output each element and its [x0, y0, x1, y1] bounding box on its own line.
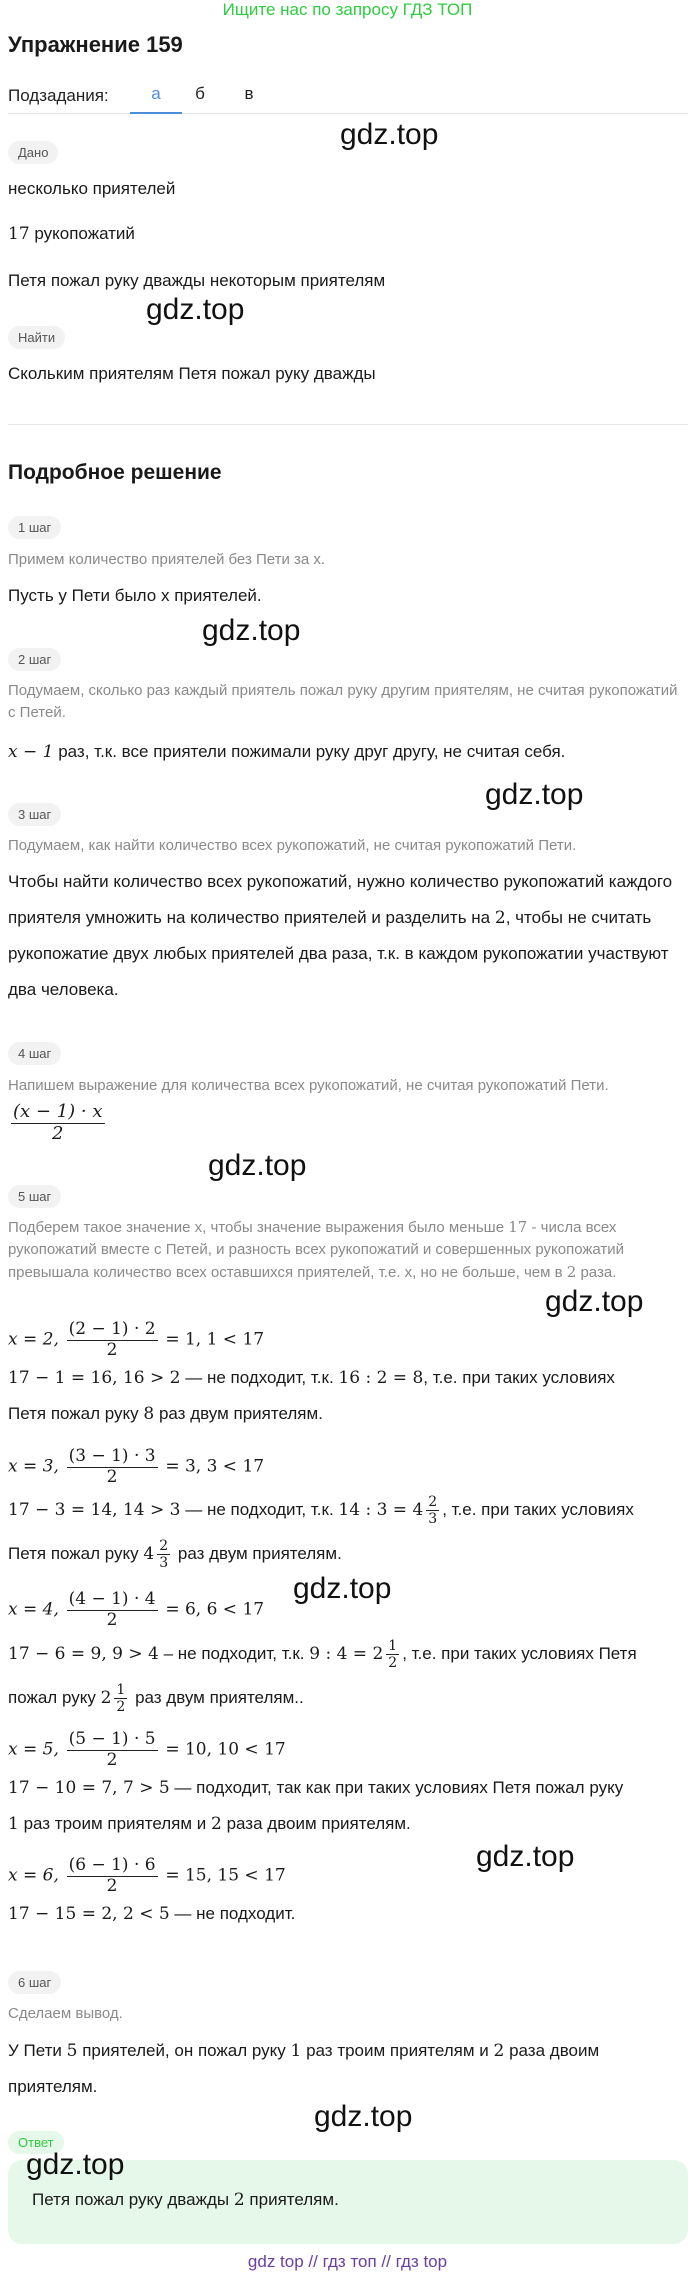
fraction — [67, 1856, 158, 1896]
watermark: gdz.top — [208, 1149, 307, 1182]
fraction — [67, 1320, 158, 1360]
case-text: Петя пожал руку — [8, 1404, 139, 1423]
numerator: (3 − 1) · 3 — [68, 1446, 156, 1466]
step-hint: Подумаем, как найти количество всех рукопожатий, не считая рукопожатий Пети. — [8, 837, 577, 854]
math-result: = 3, 3 < 17 — [165, 1456, 265, 1477]
case-x2-line1 — [8, 1320, 264, 1360]
case-text: , т.е. при таких условиях — [442, 1500, 634, 1520]
given-line-1: несколько приятелей — [8, 179, 176, 198]
tab-v[interactable]: в — [244, 84, 254, 103]
step-badge: 6 шаг — [8, 1971, 61, 1994]
denominator: 2 — [388, 1655, 398, 1672]
denominator: 3 — [428, 1511, 438, 1528]
watermark: gdz.top — [202, 614, 301, 647]
case-text: — подходит, так как при таких условиях Петя пожал руку — [174, 1778, 624, 1797]
fraction — [426, 1494, 439, 1527]
math-expression: 17 − 10 = 7, 7 > 5 — [8, 1778, 170, 1798]
case-text: раз двум приятелям. — [177, 1544, 342, 1564]
watermark: gdz.top — [26, 2148, 125, 2181]
case-text: – не подходит, т.к. — [163, 1644, 305, 1664]
answer-text-part: Петя пожал руку дважды — [32, 2190, 230, 2209]
math-expression: 16 : 2 = 8 — [338, 1368, 424, 1388]
step-badge: 5 шаг — [8, 1185, 61, 1208]
handshakes-number: 17 — [8, 224, 30, 244]
watermark: gdz.top — [485, 778, 584, 811]
fraction — [114, 1682, 127, 1715]
denominator: 2 — [106, 1466, 118, 1487]
case-x5-line1 — [8, 1730, 286, 1770]
case-x4-line1 — [8, 1590, 264, 1630]
math-result: = 10, 10 < 17 — [165, 1739, 286, 1760]
step-text-part: , чтобы не считать рукопожатие двух любых приятелей два раза, т.к. в каждом рукопожатии участвуют два человека. — [8, 908, 669, 999]
case-x5-line2 — [8, 1778, 623, 1798]
case-x4-line3 — [8, 1682, 304, 1715]
case-x2-line3 — [8, 1404, 323, 1424]
denominator: 2 — [106, 1749, 118, 1770]
numerator: 1 — [116, 1682, 126, 1698]
case-text: пожал руку — [8, 1688, 96, 1708]
case-text: раз двум приятелям. — [158, 1404, 323, 1423]
case-text: Петя пожал руку — [8, 1544, 139, 1564]
numerator: (4 − 1) · 4 — [68, 1589, 156, 1609]
hint-part: Подберем такое значение x, чтобы значение выражения было меньше — [8, 1219, 505, 1236]
case-text: раз двум приятелям.. — [135, 1688, 304, 1708]
math-expression: 17 − 6 = 9, 9 > 4 — [8, 1644, 159, 1665]
find-text: Скольким приятелям Петя пожал руку дважды — [8, 364, 376, 383]
fraction — [11, 1102, 105, 1144]
case-x4-line2 — [8, 1638, 637, 1671]
given-line-2 — [8, 216, 135, 252]
step-hint: Примем количество приятелей без Пети за x. — [8, 551, 326, 568]
math-number: 4 — [143, 1544, 155, 1565]
math-x: x = 4, — [8, 1599, 59, 1620]
case-text: — не подходит, т.к. — [185, 1500, 334, 1520]
step-paragraph — [8, 2033, 688, 2105]
step-text-part: У Пети — [8, 2041, 62, 2060]
denominator: 2 — [52, 1122, 64, 1144]
math-result: = 1, 1 < 17 — [165, 1329, 265, 1350]
step-text-part: раз, т.к. все приятели пожимали руку друг другу, не считая себя. — [58, 742, 566, 761]
hint-number: 17 — [508, 1218, 528, 1236]
watermark: gdz.top — [314, 2100, 413, 2133]
math-number: 2 — [100, 1688, 112, 1709]
numerator: (5 − 1) · 5 — [68, 1729, 156, 1749]
case-x6-line2 — [8, 1904, 295, 1924]
answer-badge: Ответ — [8, 2131, 64, 2154]
case-text: — не подходит. — [174, 1904, 296, 1923]
hint-number: 2 — [566, 1263, 577, 1281]
denominator: 2 — [106, 1609, 118, 1630]
answer-text — [32, 2190, 339, 2210]
step-hint: Напишем выражение для количества всех рукопожатий, не считая рукопожатий Пети. — [8, 1077, 609, 1094]
step-text-part: Чтобы найти количество всех рукопожатий, нужно количество рукопожатий каждого приятеля умножить на количество приятелей и разделить на — [8, 872, 673, 927]
math-number: 1 — [290, 2041, 302, 2061]
step-badge: 2 шаг — [8, 648, 61, 671]
denominator: 3 — [159, 1555, 169, 1572]
math-number: 1 — [8, 1814, 19, 1834]
numerator: 2 — [159, 1538, 169, 1554]
case-text: — не подходит, т.к. — [185, 1368, 334, 1387]
step-badge: 4 шаг — [8, 1042, 61, 1065]
fraction — [67, 1730, 158, 1770]
math-x: x = 3, — [8, 1456, 59, 1477]
case-x3-line3 — [8, 1538, 342, 1571]
case-text: , т.е. при таких условиях Петя — [402, 1644, 637, 1664]
math-x: x = 6, — [8, 1865, 59, 1886]
find-badge: Найти — [8, 326, 65, 349]
numerator: 1 — [388, 1638, 398, 1654]
numerator: (x − 1) · x — [13, 1101, 103, 1122]
watermark: gdz.top — [293, 1572, 392, 1605]
math-expression: 9 : 4 = 2 — [309, 1644, 384, 1665]
given-line-2-text: рукопожатий — [34, 224, 135, 243]
math-x: x = 5, — [8, 1739, 59, 1760]
step-hint: Сделаем вывод. — [8, 2005, 123, 2022]
answer-text-part: приятелям. — [249, 2190, 339, 2209]
tab-b[interactable]: б — [195, 84, 205, 103]
math-number: 5 — [66, 2041, 78, 2061]
math-expression: 17 − 1 = 16, 16 > 2 — [8, 1368, 181, 1388]
step-badge: 3 шаг — [8, 803, 61, 826]
hint-part: раза. — [580, 1264, 617, 1281]
top-search-link[interactable]: Ищите нас по запросу ГДЗ ТОП — [222, 0, 473, 19]
solution-title: Подробное решение — [8, 461, 222, 484]
hint-part: - числа всех рукопожатий вместе с Петей, и разность всех рукопожатий и совершенных рукопожатий превышала количество всех оставшихся приятелей, т.е. x, но не больше, чем в — [8, 1219, 625, 1281]
watermark: gdz.top — [146, 293, 245, 326]
math-result: = 15, 15 < 17 — [165, 1865, 286, 1886]
step-text-part: раза двоим приятелям. — [8, 2041, 600, 2096]
footer-links[interactable]: gdz top // гдз топ // гдз top — [247, 2252, 448, 2271]
math-number: 2 — [233, 2190, 245, 2210]
denominator: 2 — [106, 1875, 118, 1896]
case-text: раз троим приятелям и — [23, 1814, 207, 1833]
fraction — [67, 1447, 158, 1487]
given-line-3: Петя пожал руку дважды некоторым приятелям — [8, 271, 386, 290]
page-title: Упражнение 159 — [8, 32, 183, 57]
step-hint: Подумаем, сколько раз каждый приятель пожал руку другим приятелям, не считая рукопожатий с Петей. — [8, 682, 678, 721]
step-badge: 1 шаг — [8, 516, 61, 539]
expression — [8, 1102, 108, 1144]
given-badge: Дано — [8, 141, 58, 164]
step-text-part: раз троим приятелям и — [306, 2041, 489, 2060]
step-text-part: приятелей, он пожал руку — [82, 2041, 286, 2060]
numerator: (6 − 1) · 6 — [68, 1855, 156, 1875]
denominator: 2 — [106, 1339, 118, 1360]
watermark: gdz.top — [476, 1840, 575, 1873]
math-number: 2 — [211, 1814, 222, 1834]
step-text: Пусть у Пети было x приятелей. — [8, 586, 262, 605]
case-text: раза двоим приятелям. — [226, 1814, 411, 1833]
fraction — [386, 1638, 399, 1671]
case-x3-line1 — [8, 1447, 264, 1487]
math-expression: 17 − 15 = 2, 2 < 5 — [8, 1904, 170, 1924]
math-x: x = 2, — [8, 1329, 59, 1350]
subtasks-label: Подзадания: — [8, 86, 109, 105]
step-paragraph — [8, 864, 688, 1008]
step-hint — [8, 1216, 688, 1284]
active-tab-indicator — [130, 112, 182, 114]
tab-a[interactable]: а — [151, 84, 161, 103]
watermark: gdz.top — [545, 1285, 644, 1318]
step-text — [8, 742, 565, 762]
fraction — [67, 1590, 158, 1630]
section-divider — [8, 424, 688, 425]
case-x6-line1 — [8, 1856, 286, 1896]
case-x2-line2 — [8, 1368, 615, 1388]
math-expression: 14 : 3 = 4 — [338, 1500, 424, 1521]
numerator: (2 − 1) · 2 — [68, 1319, 156, 1339]
math-number: 2 — [493, 2041, 505, 2061]
math-expression: x − 1 — [8, 742, 54, 762]
tabs-divider — [8, 113, 688, 114]
watermark: gdz.top — [340, 118, 439, 151]
denominator: 2 — [116, 1699, 126, 1716]
case-x3-line2 — [8, 1494, 634, 1527]
math-result: = 6, 6 < 17 — [165, 1599, 265, 1620]
math-number: 8 — [143, 1404, 155, 1424]
case-x5-line3 — [8, 1814, 411, 1834]
numerator: 2 — [428, 1494, 438, 1510]
fraction — [157, 1538, 170, 1571]
math-number: 2 — [494, 908, 506, 928]
case-text: , т.е. при таких условиях — [423, 1368, 615, 1387]
math-expression: 17 − 3 = 14, 14 > 3 — [8, 1500, 181, 1521]
